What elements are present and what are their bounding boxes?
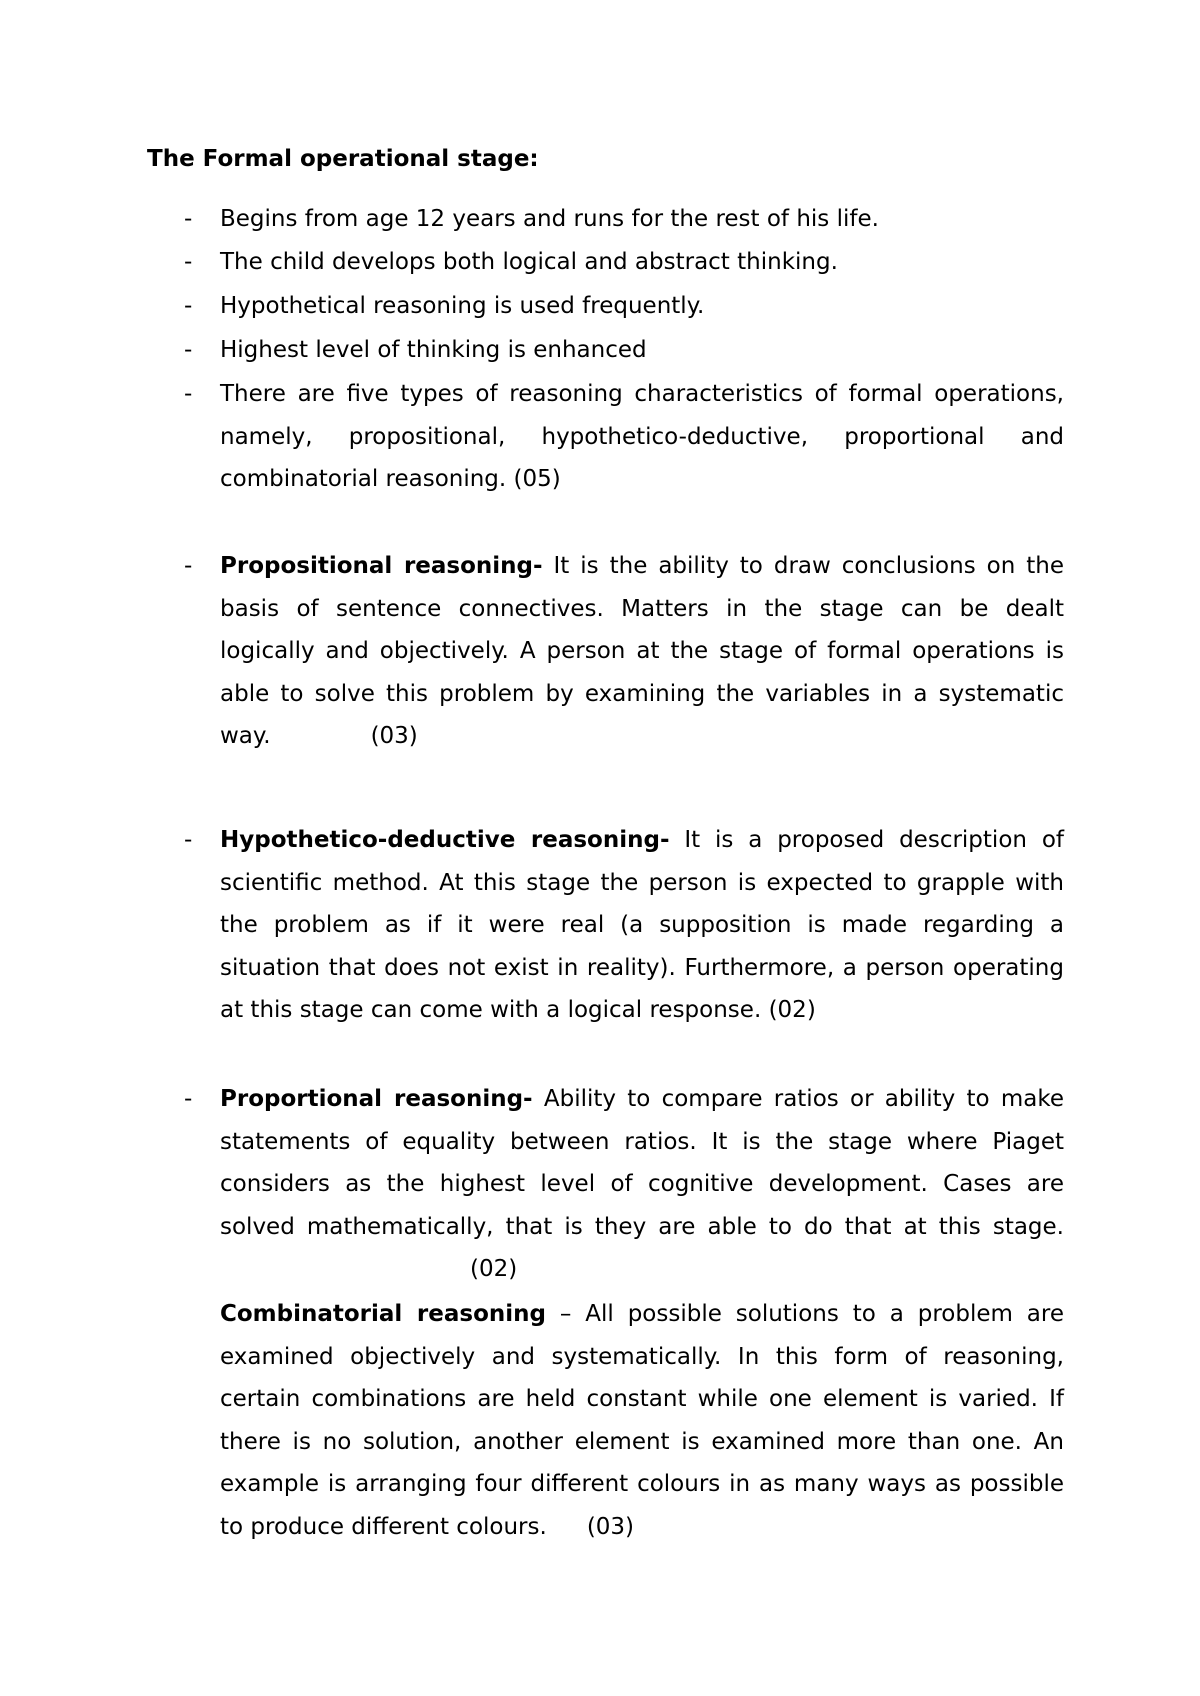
list-item <box>184 373 1064 501</box>
list-item-text: Begins from age 12 years and runs for the rest of his life. <box>220 206 879 232</box>
marks-label: (05) <box>513 466 561 492</box>
list-item-text <box>220 373 1064 501</box>
paragraph-text <box>220 1293 1064 1548</box>
item-body: It is the ability to draw conclusions on the basis of sentence connectives. Matters in the stage can be dealt logically and objectively. A person at the stage of formal operations is able to solve this problem by examining the variables in a systematic way. <box>220 553 1064 749</box>
list-item-text <box>220 545 1064 758</box>
item-term: Proportional reasoning- <box>220 1086 533 1112</box>
marks-label: (03) <box>586 1513 635 1540</box>
item-term: Hypothetico-deductive reasoning- <box>220 827 670 853</box>
item-body: – All possible solutions to a problem are examined objectively and systematically. In this form of reasoning, certain combinations are held constant while one element is varied. If there is no solution, another element is examined more than one. An example is arranging four different colours in as many ways as possible to produce different colours. <box>220 1301 1064 1540</box>
bullet-dash: - <box>184 1086 193 1112</box>
list-item-propositional <box>184 545 1064 758</box>
item-body: It is a proposed description of scientific method. At this stage the person is expected to grapple with the problem as if it were real (a supposition is made regarding a situation that does not exist in reality). Furthermore, a person operating at this stage can come with a logical response. <box>220 827 1064 1023</box>
list-item-text: The child develops both logical and abstract thinking. <box>220 249 838 275</box>
list-item-hypothetico-deductive <box>184 819 1064 1032</box>
list-item <box>184 241 1064 284</box>
list-item-proportional <box>184 1078 1064 1291</box>
bullet-dash: - <box>184 553 193 579</box>
item-term: Combinatorial reasoning <box>220 1301 546 1327</box>
marks-label: (02) <box>768 997 816 1023</box>
list-item <box>184 329 1064 372</box>
list-item-text: Highest level of thinking is enhanced <box>220 337 647 363</box>
bullet-dash: - <box>184 249 193 275</box>
bullet-dash: - <box>184 206 193 232</box>
combinatorial-paragraph <box>184 1293 1064 1548</box>
bullet-dash: - <box>184 381 193 407</box>
marks-label: (03) <box>370 723 418 749</box>
list-item <box>184 285 1064 328</box>
bullet-dash: - <box>184 827 193 853</box>
list-item-text <box>220 1078 1064 1291</box>
list-item-text <box>220 819 1064 1032</box>
item-term: Propositional reasoning- <box>220 553 543 579</box>
item-body: Ability to compare ratios or ability to make statements of equality between ratios. It is the stage where Piaget considers as the highest level of cognitive development. Cases are solved mathematically, that is they are able to do that at this stage. <box>220 1086 1064 1240</box>
marks-label: (02) <box>470 1256 518 1282</box>
item-body: There are five types of reasoning characteristics of formal operations, namely, propositional, hypothetico-deductive, proportional and combinatorial reasoning. <box>220 381 1064 492</box>
bullet-dash: - <box>184 293 193 319</box>
list-item <box>184 198 1064 241</box>
page-title: The Formal operational stage: <box>147 146 539 172</box>
bullet-dash: - <box>184 337 193 363</box>
list-item-text: Hypothetical reasoning is used frequently. <box>220 293 705 319</box>
